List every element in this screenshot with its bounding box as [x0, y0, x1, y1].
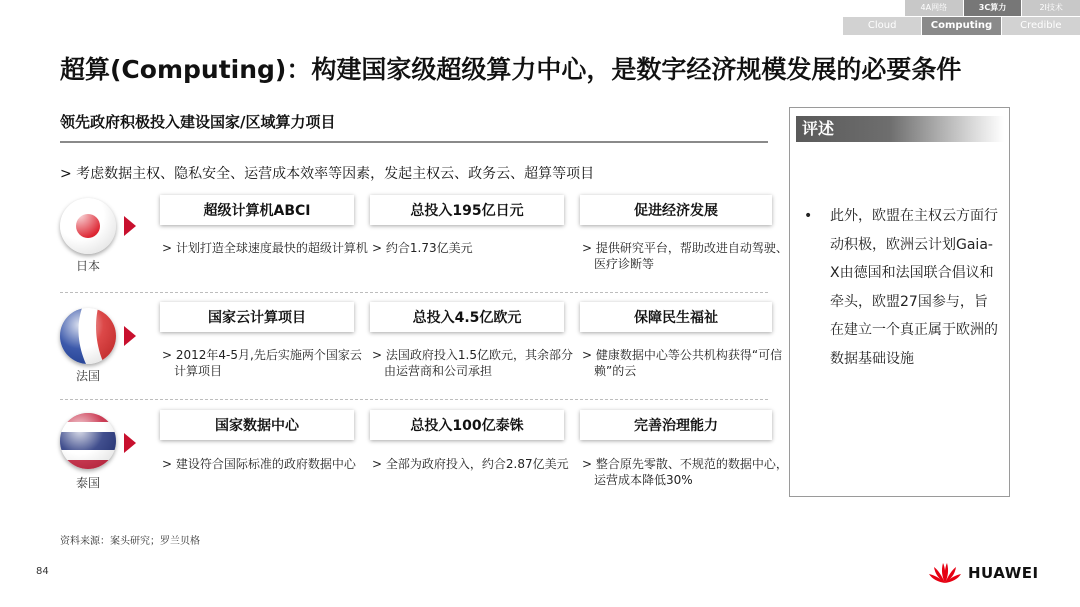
card-text: > 健康数据中心等公共机构获得“可信赖”的云 [582, 348, 783, 378]
thailand-flag-icon [60, 413, 116, 469]
card-title: 国家云计算项目 [160, 302, 354, 332]
japan-flag-icon [60, 198, 116, 254]
country-label: 法国 [75, 369, 100, 383]
comment-heading: 评述 [796, 116, 1004, 142]
nav-tab-2i[interactable]: 2I技术 [1022, 0, 1080, 16]
source-note: 资料来源：案头研究；罗兰贝格 [60, 536, 200, 547]
section-divider [60, 141, 768, 143]
brand-name: HUAWEI [968, 564, 1039, 582]
card-title: 总投入4.5亿欧元 [370, 302, 564, 332]
card-title: 保障民生福祉 [580, 302, 772, 332]
card-title: 完善治理能力 [580, 410, 772, 440]
sub-nav [842, 17, 1080, 35]
row-divider [60, 292, 768, 293]
top-nav [904, 0, 1080, 16]
arrow-right-icon [124, 326, 136, 346]
comment-text: 此外，欧盟在主权云方面行动积极，欧洲云计划Gaia-X由德国和法国联合倡议和牵头，欧盟27国参与，旨在建立一个真正属于欧洲的数据基础设施 [830, 208, 998, 367]
huawei-flower-icon [928, 561, 962, 585]
card-title: 总投入195亿日元 [370, 195, 564, 225]
card-text: > 法国政府投入1.5亿欧元，其余部分由运营商和公司承担 [372, 348, 573, 378]
nav-tab-3c[interactable]: 3C算力 [964, 0, 1022, 16]
card-text: > 约合1.73亿美元 [372, 241, 473, 255]
page-title: 超算(Computing)：构建国家级超级算力中心，是数字经济规模发展的必要条件 [60, 55, 962, 84]
arrow-right-icon [124, 216, 136, 236]
nav-tab-cloud[interactable]: Cloud [843, 17, 921, 35]
nav-tab-computing[interactable]: Computing [922, 17, 1000, 35]
row-divider [60, 399, 768, 400]
comment-panel [789, 107, 1010, 497]
page-number: 84 [36, 566, 49, 577]
comment-body [804, 202, 1000, 373]
country-label: 泰国 [75, 476, 100, 490]
card-title: 促进经济发展 [580, 195, 772, 225]
card-title: 总投入100亿泰铢 [370, 410, 564, 440]
card-text: > 建设符合国际标准的政府数据中心 [162, 457, 356, 471]
card-title: 超级计算机ABCI [160, 195, 354, 225]
card-text: > 整合原先零散、不规范的数据中心，运营成本降低30% [582, 457, 788, 487]
nav-tab-4a[interactable]: 4A网络 [905, 0, 963, 16]
section-lead: > 考虑数据主权、隐私安全、运营成本效率等因素，发起主权云、政务云、超算等项目 [60, 166, 595, 182]
bullet-icon: • [804, 208, 813, 224]
card-text: > 提供研究平台，帮助改进自动驾驶、医疗诊断等 [582, 241, 788, 271]
section-heading: 领先政府积极投入建设国家/区域算力项目 [60, 113, 336, 131]
card-text: > 计划打造全球速度最快的超级计算机 [162, 241, 368, 255]
card-title: 国家数据中心 [160, 410, 354, 440]
nav-tab-credible[interactable]: Credible [1002, 17, 1080, 35]
huawei-logo [928, 561, 1039, 585]
card-text: > 2012年4-5月,先后实施两个国家云计算项目 [162, 348, 362, 378]
france-flag-icon [60, 308, 116, 364]
arrow-right-icon [124, 433, 136, 453]
country-label: 日本 [75, 259, 100, 273]
card-text: > 全部为政府投入，约合2.87亿美元 [372, 457, 569, 471]
